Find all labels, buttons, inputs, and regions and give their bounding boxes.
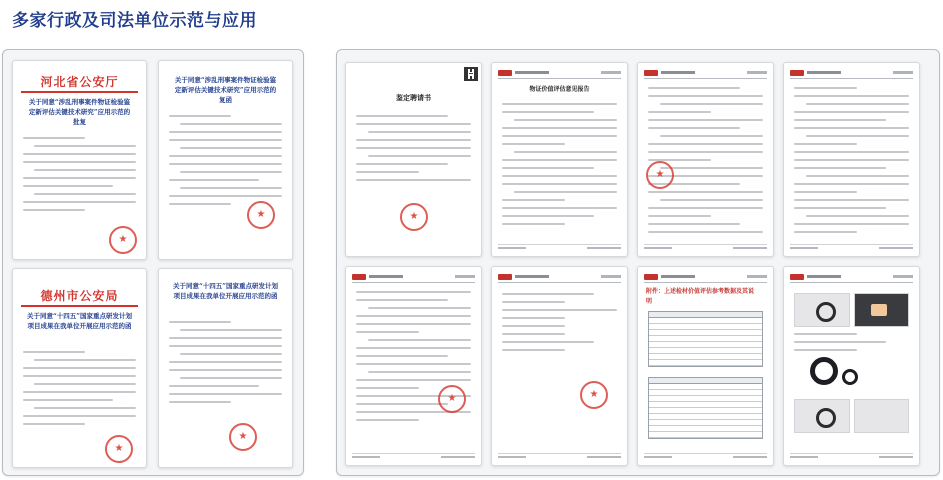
valuation-report-page-2[interactable] [637,62,774,257]
document-body [23,137,136,217]
issuing-agency: 河北省公安厅 [40,75,119,89]
document-body [356,115,471,187]
official-seal-icon [400,203,428,231]
report-header [644,69,767,79]
photo-caption [794,333,909,357]
report-header [790,69,913,79]
valuation-report-page-3[interactable] [783,62,920,257]
document-title: 鉴定聘请书 [396,93,431,102]
document-body [502,103,617,231]
page-title: 多家行政及司法单位示范与应用 [12,11,257,31]
ring-photo-icon [810,357,838,385]
document-body [169,115,282,211]
document-title: 关于同意“十四五”国家重点研发计划项目成果在我单位开展应用示范的函 [27,312,132,330]
pendant-photo [794,293,850,327]
document-body [794,87,909,239]
necklace-photo [854,399,910,433]
small-ring-photo-icon [842,369,858,385]
project-letter-document[interactable] [158,268,293,468]
item-photos [794,293,909,327]
qr-code-icon [464,67,478,81]
document-body [502,293,617,357]
report-footer [790,244,913,250]
report-header [352,273,475,283]
report-header [498,69,621,79]
valuation-report-signature-page[interactable] [491,266,628,466]
official-seal-icon [438,385,466,413]
document-body [169,321,282,409]
appointment-letter-document[interactable] [345,62,482,257]
official-seal-icon [109,226,137,254]
pendant-photo [794,399,850,433]
approval-document-dezhou[interactable] [12,268,147,468]
official-seal-icon [646,161,674,189]
document-title: 关于同意“十四五”国家重点研发计划项目成果在我单位开展应用示范的函 [173,282,278,300]
issuing-agency: 德州市公安局 [40,289,119,303]
official-seal-icon [247,201,275,229]
official-seal-icon [229,423,257,451]
header-rule [21,91,138,93]
report-footer [790,453,913,459]
report-footer [352,453,475,459]
official-seal-icon [580,381,608,409]
document-body [23,351,136,431]
report-header [644,273,767,283]
report-footer [498,453,621,459]
header-rule [21,305,138,307]
reply-letter-document[interactable] [158,60,293,260]
report-footer [498,244,621,250]
valuation-report-cover[interactable] [491,62,628,257]
reference-data-attachment[interactable] [637,266,774,466]
document-title: 物证价值评估意见报告 [529,86,590,93]
approval-document-hebei[interactable] [12,60,147,260]
document-title: 附件：上述检材价值评估参考数据及其说明 [646,288,755,305]
reference-data-table-2 [648,377,763,439]
report-header [790,273,913,283]
document-title: 关于同意“涉乱刑事案件物证检验鉴定新评估关键技术研究”应用示范的批复 [28,98,131,126]
reference-data-table [648,311,763,367]
item-photo-attachment[interactable] [783,266,920,466]
judicial-documents-panel [336,49,940,476]
item-photos-2 [794,399,909,433]
report-footer [644,453,767,459]
report-footer [644,244,767,250]
gift-box-photo [854,293,910,327]
report-header [498,273,621,283]
official-seal-icon [105,435,133,463]
document-title: 关于同意“涉乱刑事案件物证检验鉴定新评估关键技术研究”应用示范的复函 [174,76,277,104]
valuation-report-page-4[interactable] [345,266,482,466]
admin-documents-panel [2,49,304,476]
